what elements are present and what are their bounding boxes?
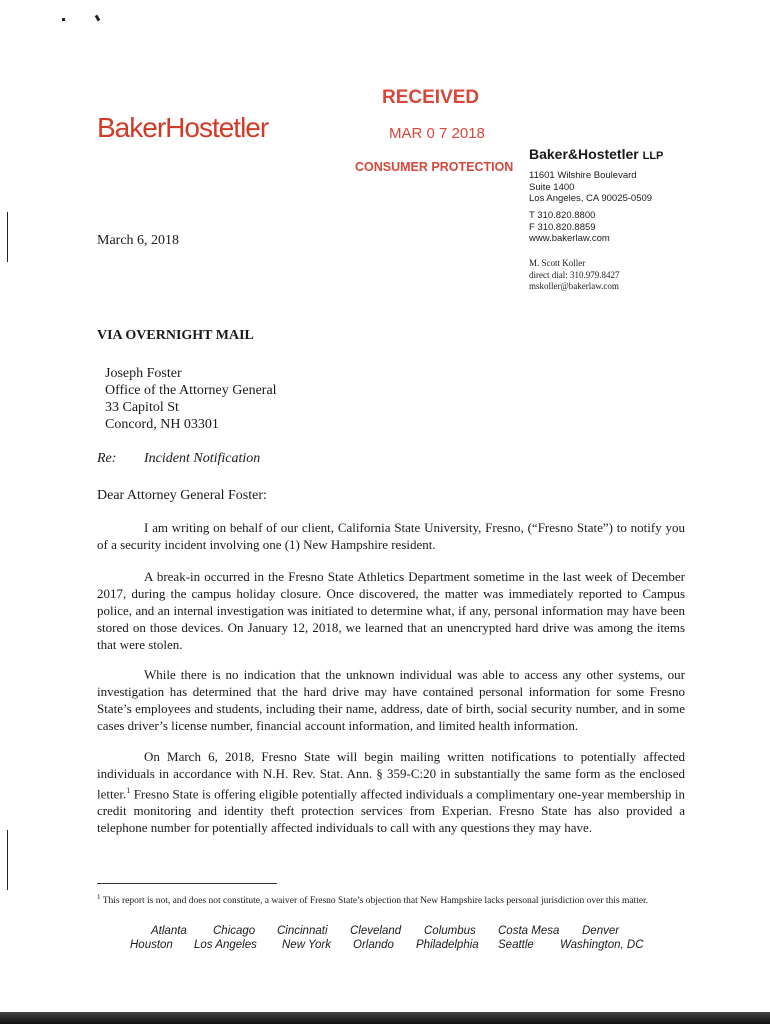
office: New York	[282, 939, 332, 951]
firm-logo: BakerHostetler	[97, 112, 269, 143]
received-stamp-dept: CONSUMER PROTECTION	[355, 160, 514, 174]
office: Seattle	[498, 939, 534, 951]
attorney-phone: direct dial: 310.979.8427	[529, 269, 620, 280]
paragraph-4	[97, 748, 685, 836]
salutation: Dear Attorney General Foster:	[97, 488, 267, 503]
subject-label: Re:	[97, 451, 117, 466]
paragraph-2	[97, 568, 685, 653]
paragraph-3	[97, 666, 685, 734]
office: Washington, DC	[560, 939, 644, 951]
office: Costa Mesa	[498, 925, 560, 937]
firm-suffix: LLP	[642, 150, 664, 162]
scan-mark	[95, 15, 101, 22]
received-stamp-title: RECEIVED	[382, 87, 480, 108]
office: Houston	[130, 939, 173, 951]
attorney-email[interactable]: mskoller@bakerlaw.com	[529, 281, 619, 291]
address-line: 11601 Wilshire Boulevard	[529, 170, 637, 181]
footnote	[97, 891, 687, 907]
recipient-line: Office of the Attorney General	[105, 383, 277, 398]
address-line: Los Angeles, CA 90025-0509	[529, 193, 653, 204]
subject-text: Incident Notification	[144, 451, 261, 466]
phone-line: T 310.820.8800	[529, 210, 596, 221]
scan-bottom-edge	[0, 1012, 770, 1024]
paragraph-1	[97, 519, 685, 553]
scan-margin-line	[7, 212, 8, 262]
office: Los Angeles	[194, 939, 257, 951]
office: Cleveland	[350, 925, 402, 937]
website-link[interactable]: www.bakerlaw.com	[529, 233, 610, 244]
footnote-text: This report is not, and does not constitute, a waiver of Fresno State’s objection that New Hampshire lacks personal jurisdiction over this matter.	[102, 896, 649, 907]
recipient-line: Concord, NH 03301	[105, 417, 219, 432]
fax-line: F 310.820.8859	[529, 221, 596, 233]
scan-mark	[62, 18, 65, 21]
paragraph-4a: On March 6, 2018, Fresno State will begin mailing written notifications to potentially affected individuals in accordance with N.H. Rev. Stat. Ann. § 359-C:20 in substantially the same form as the enclosed letter.	[97, 749, 685, 802]
footnote-rule	[97, 883, 277, 884]
recipient-line: Joseph Foster	[105, 366, 182, 381]
office: Atlanta	[151, 925, 187, 937]
delivery-method: VIA OVERNIGHT MAIL	[97, 328, 254, 343]
letter-date: March 6, 2018	[97, 233, 180, 248]
footnote-ref[interactable]: 1	[126, 786, 131, 795]
office: Philadelphia	[416, 939, 479, 951]
paragraph-3-text: While there is no indication that the unknown individual was able to access any other systems, our investigation has determined that the hard drive may have contained personal information for some Fresno State’s employees and students, including their name, address, date of birth, social security number, and in some cases driver’s license number, financial account information, and limited health information.	[97, 667, 685, 733]
paragraph-2-text: A break-in occurred in the Fresno State Athletics Department sometime in the last week of December 2017, during the campus holiday closure. Once discovered, the matter was immediately reported to Campus police, and an internal investigation was initiated to determine what, if any, personal information may have been stored on those devices. On January 12, 2018, we learned that an unencrypted hard drive was among the items that were stolen.	[97, 569, 685, 652]
footnote-number: 1	[97, 893, 101, 901]
office: Orlando	[353, 939, 394, 951]
scan-margin-line	[7, 830, 8, 890]
attorney-name: M. Scott Koller	[529, 258, 586, 268]
paragraph-4b: Fresno State is offering eligible potentially affected individuals a complimentary one-year membership in credit monitoring and identity theft protection services from Experian. Fresno State has also provided a telephone number for potentially affected individuals to call with any questions they may have.	[97, 786, 685, 836]
office: Denver	[582, 925, 620, 937]
firm-name	[529, 146, 663, 162]
firm-address	[529, 170, 652, 205]
office: Columbus	[424, 925, 476, 937]
office: Chicago	[213, 925, 256, 937]
paragraph-4-text	[97, 748, 685, 836]
office-list	[0, 925, 770, 965]
recipient-block	[105, 365, 277, 433]
firm-contact	[529, 210, 610, 245]
office: Cincinnati	[277, 925, 328, 937]
paragraph-1-text: I am writing on behalf of our client, California State University, Fresno, (“Fresno State”) to notify you of a security incident involving one (1) New Hampshire resident.	[97, 520, 685, 552]
firm-name-text: Baker&Hostetler	[529, 146, 639, 162]
attorney-contact	[529, 258, 619, 293]
address-line: Suite 1400	[529, 181, 575, 193]
recipient-line: 33 Capitol St	[105, 400, 179, 415]
received-stamp-date: MAR 0 7 2018	[389, 125, 485, 142]
